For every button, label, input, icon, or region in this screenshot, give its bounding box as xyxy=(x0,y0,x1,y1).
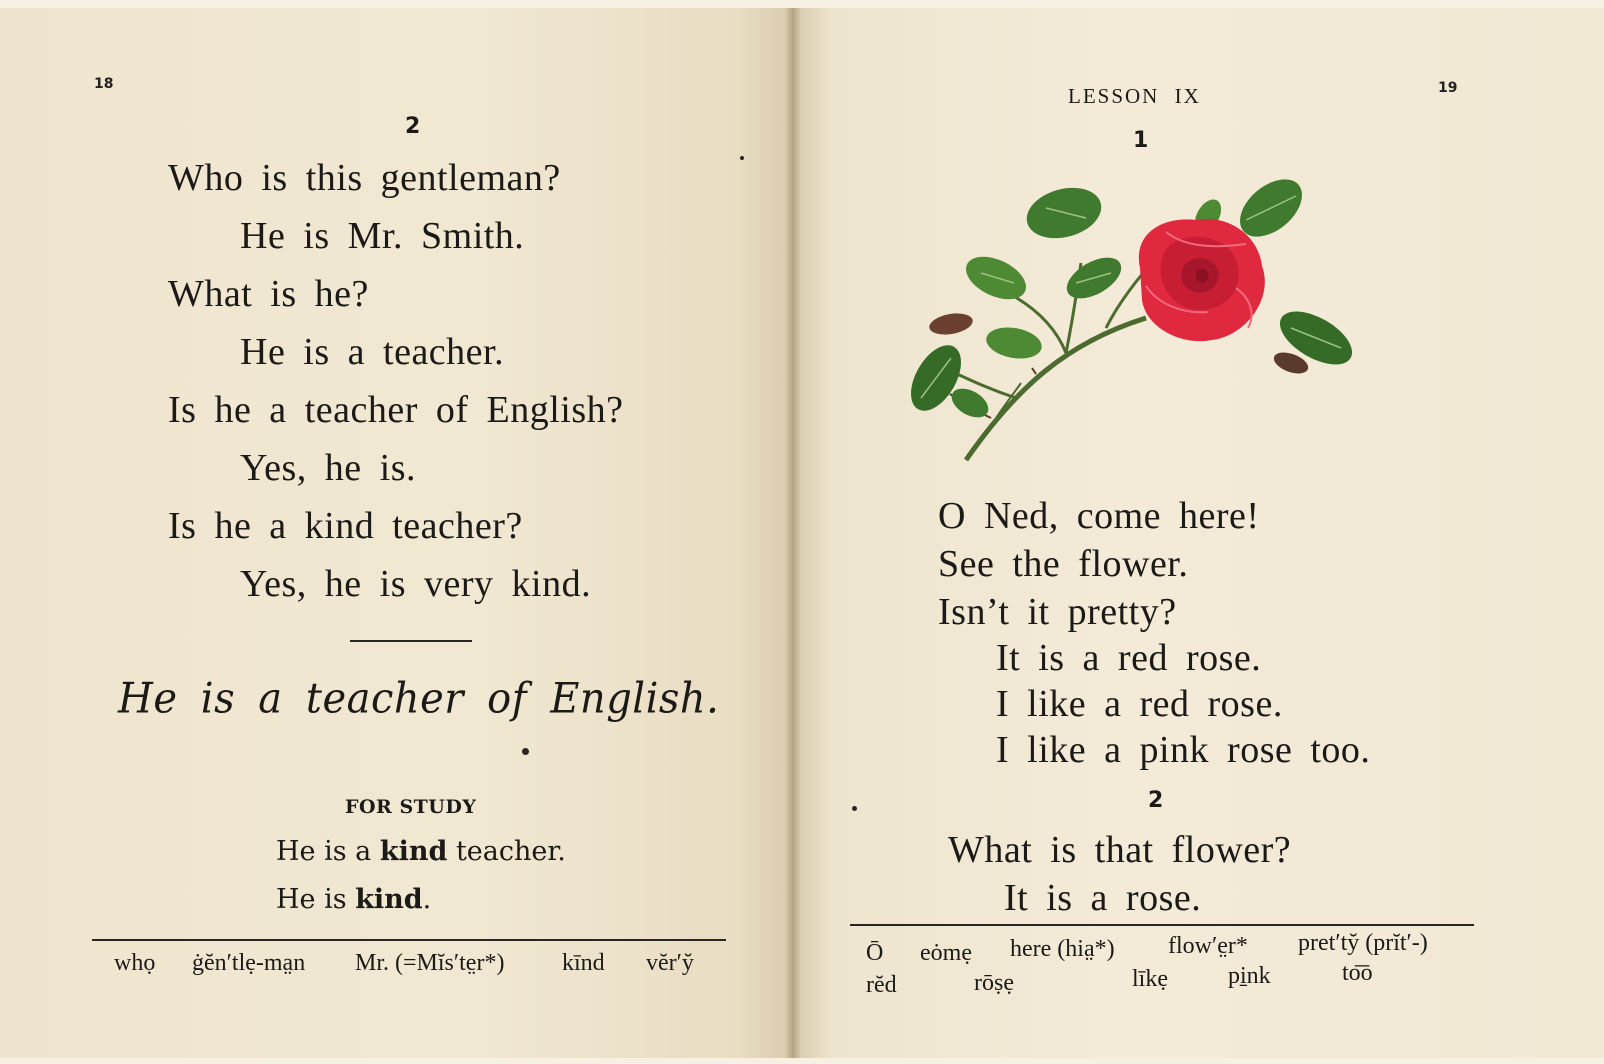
poem-line: Isn’t it pretty? xyxy=(938,591,1177,633)
dialogue2-line: It is a rose. xyxy=(1004,877,1202,919)
dialogue-line: Yes, he is. xyxy=(240,447,417,489)
vocab-word: flow′e̤r* xyxy=(1168,933,1248,959)
vocab-word: whọ xyxy=(114,950,156,976)
study-text: teacher. xyxy=(447,836,566,867)
print-speck xyxy=(740,156,744,160)
poem-line: I like a pink rose too. xyxy=(996,729,1371,771)
vocab-word: vĕr′y̆ xyxy=(646,950,694,976)
dialogue-line: What is he? xyxy=(168,273,369,315)
right-page-number: 19 xyxy=(1438,80,1458,96)
rose-bloom xyxy=(1139,219,1265,341)
vocab-word: ġĕn′tlẹ-ma̤n xyxy=(192,950,306,976)
rose-leaves xyxy=(901,168,1361,423)
left-section-number: 2 xyxy=(405,114,421,139)
print-speck xyxy=(522,748,529,755)
dialogue2-line: What is that flower? xyxy=(948,829,1292,871)
dialogue-line: Who is this gentleman? xyxy=(168,157,561,199)
rose-illustration xyxy=(896,168,1386,468)
print-speck xyxy=(852,806,857,811)
right-section-2-number: 2 xyxy=(1148,788,1164,813)
vocab-word: rōṣẹ xyxy=(974,970,1014,996)
poem-line: I like a red rose. xyxy=(996,683,1283,725)
dialogue-line: He is a teacher. xyxy=(240,331,505,373)
vocab-word: kīnd xyxy=(562,950,605,976)
book-gutter xyxy=(786,8,800,1058)
vocab-word: rĕd xyxy=(866,972,897,998)
dialogue-line: Is he a teacher of English? xyxy=(168,389,624,431)
for-study-heading: FOR STUDY xyxy=(345,796,477,818)
vocab-word: here (hia̤*) xyxy=(1010,936,1115,962)
study-bold-word: kind xyxy=(379,836,448,867)
poem-line: O Ned, come here! xyxy=(938,495,1260,537)
study-text: . xyxy=(422,884,432,915)
dialogue-line: Yes, he is very kind. xyxy=(240,563,592,605)
vocab-word: pi̱nk xyxy=(1228,963,1271,989)
handwriting-sentence: He is a teacher of English. xyxy=(118,674,720,724)
left-page-number: 18 xyxy=(94,76,114,92)
poem-line: It is a red rose. xyxy=(996,637,1262,679)
vocab-word: Ō xyxy=(866,940,884,966)
vocab-word: eȯmẹ xyxy=(920,940,972,966)
poem-line: See the flower. xyxy=(938,543,1189,585)
vocabulary-rule xyxy=(92,939,726,941)
study-bold-word: kind xyxy=(355,884,423,915)
vocabulary-rule xyxy=(850,924,1474,926)
vocab-word: pret′ty̆ (prĭt′-) xyxy=(1298,930,1428,956)
study-text: He is a xyxy=(276,836,380,867)
study-line-1 xyxy=(276,836,566,867)
vocab-word: to͞o xyxy=(1342,960,1373,986)
dialogue-line: Is he a kind teacher? xyxy=(168,505,523,547)
lesson-title: LESSON IX xyxy=(1068,84,1201,108)
dialogue-line: He is Mr. Smith. xyxy=(240,215,525,257)
study-line-2 xyxy=(276,884,431,915)
short-divider xyxy=(350,640,472,642)
study-text: He is xyxy=(276,884,356,915)
vocab-word: līkẹ xyxy=(1132,966,1168,992)
vocab-word: Mr. (=Mĭs′te̤r*) xyxy=(355,950,505,976)
right-section-1-number: 1 xyxy=(1133,128,1149,153)
